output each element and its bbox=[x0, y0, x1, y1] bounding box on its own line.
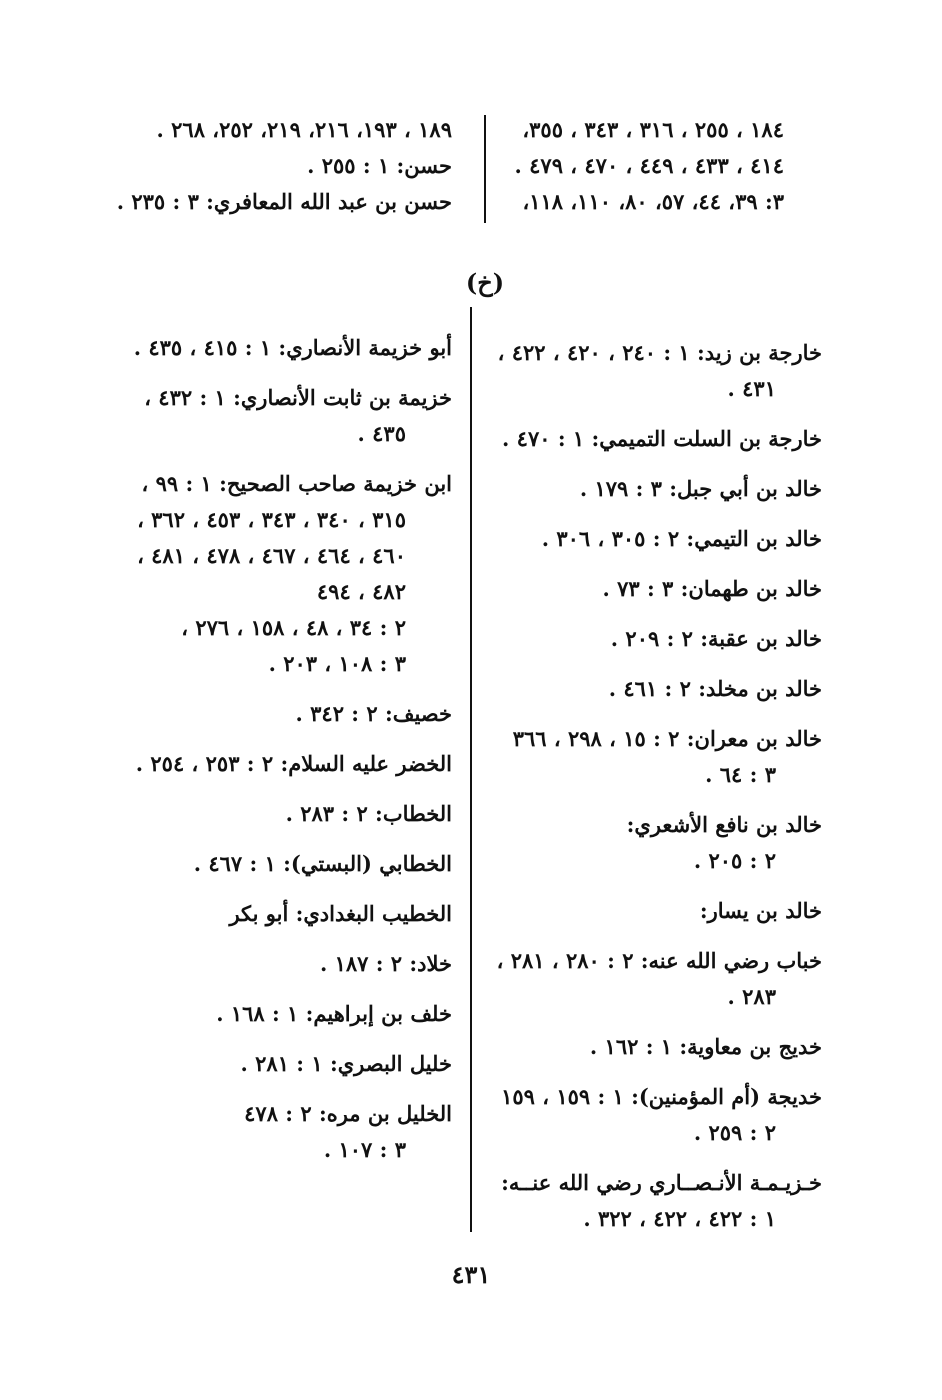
index-entry bbox=[482, 621, 822, 657]
entry-continuation-line: ٢ : ٣٤ ، ٤٨ ، ١٥٨ ، ٢٧٦ ، bbox=[181, 615, 406, 640]
entry-continuation-line: ٤٣١ . bbox=[727, 376, 776, 401]
left-index-column bbox=[112, 330, 452, 1182]
index-entry bbox=[482, 421, 822, 457]
index-line: ١٨٤ ، ٢٥٥ ، ٣١٦ ، ٣٤٣ ، ٣٥٥، bbox=[522, 117, 784, 142]
top-left-column bbox=[116, 112, 452, 220]
entry-name-line: خديجة (أم المؤمنين): ١ : ١٥٩ ، ١٥٩ bbox=[501, 1084, 822, 1109]
index-line: ٣: ٣٩، ٤٤، ٥٧، ٨٠، ١١٠، ١١٨، bbox=[522, 189, 784, 214]
index-entry bbox=[482, 671, 822, 707]
entry-name-line: الخطاب: ٢ : ٢٨٣ . bbox=[285, 801, 452, 826]
entry-continuation-line: ٤٣٥ . bbox=[357, 421, 406, 446]
entry-name-line: خارجة بن زيد: ١ : ٢٤٠ ، ٤٢٠ ، ٤٢٢ ، bbox=[497, 340, 822, 365]
index-entry bbox=[482, 335, 822, 407]
index-entry bbox=[112, 330, 452, 366]
entry-name-line: خالد بن يسار: bbox=[699, 898, 822, 923]
column-divider bbox=[470, 307, 472, 1232]
index-entry bbox=[112, 380, 452, 452]
entry-name-line: خالد بن نافع الأشعري: bbox=[626, 812, 822, 837]
index-entry bbox=[112, 796, 452, 832]
index-entry bbox=[482, 1079, 822, 1151]
index-entry bbox=[112, 746, 452, 782]
index-line: حسن: ١ : ٢٥٥ . bbox=[307, 153, 452, 178]
entry-name-line: خلف بن إبراهيم: ١ : ١٦٨ . bbox=[216, 1001, 452, 1026]
entry-continuation-line: ٤٨٢ ، ٤٩٤ bbox=[316, 579, 406, 604]
entry-continuation-line: ٣ : ١٠٨ ، ٢٠٣ . bbox=[268, 651, 406, 676]
column-divider-top bbox=[484, 115, 486, 223]
right-index-column bbox=[482, 335, 822, 1251]
index-entry bbox=[112, 846, 452, 882]
entry-name-line: خباب رضي الله عنه: ٢ : ٢٨٠ ، ٢٨١ ، bbox=[496, 948, 822, 973]
index-entry bbox=[482, 1165, 822, 1237]
entry-name-line: ابن خزيمة صاحب الصحيح: ١ : ٩٩ ، bbox=[141, 471, 452, 496]
entry-name-line: خصيف: ٢ : ٣٤٢ . bbox=[295, 701, 452, 726]
entry-continuation-line: ١ : ٤٢٢ ، ٤٢٢ ، ٣٢٢ . bbox=[583, 1206, 776, 1231]
entry-name-line: الخضر عليه السلام: ٢ : ٢٥٣ ، ٢٥٤ . bbox=[135, 751, 452, 776]
index-entry bbox=[482, 807, 822, 879]
entry-name-line: خلاد: ٢ : ١٨٧ . bbox=[319, 951, 452, 976]
entry-name-line: أبو خزيمة الأنصاري: ١ : ٤١٥ ، ٤٣٥ . bbox=[133, 335, 452, 360]
section-heading: (خ) bbox=[465, 268, 505, 297]
index-line: حسن بن عبد الله المعافري: ٣ : ٢٣٥ . bbox=[116, 189, 452, 214]
entry-name-line: خالد بن مخلد: ٢ : ٤٦١ . bbox=[608, 676, 822, 701]
entry-name-line: الخطابي (البستي): ١ : ٤٦٧ . bbox=[193, 851, 452, 876]
index-entry bbox=[112, 1096, 452, 1168]
entry-name-line: خالد بن التيمي: ٢ : ٣٠٥ ، ٣٠٦ . bbox=[541, 526, 822, 551]
entry-continuation-line: ٢٨٣ . bbox=[727, 984, 776, 1009]
entry-name-line: خديج بن معاوية: ١ : ١٦٢ . bbox=[589, 1034, 822, 1059]
entry-name-line: خليل البصري: ١ : ٢٨١ . bbox=[240, 1051, 452, 1076]
entry-continuation-line: ٢ : ٢٠٥ . bbox=[693, 848, 776, 873]
index-entry bbox=[112, 466, 452, 682]
index-entry bbox=[482, 571, 822, 607]
entry-name-line: خالد بن طهمان: ٣ : ٧٣ . bbox=[602, 576, 822, 601]
index-entry bbox=[482, 943, 822, 1015]
index-entry bbox=[482, 1029, 822, 1065]
entry-name-line: خـزيـمـة الأنـصــاري رضي الله عنــه: bbox=[501, 1170, 822, 1195]
entry-name-line: الخطيب البغدادي: أبو بكر bbox=[229, 901, 452, 926]
entry-continuation-line: ٣ : ٦٤ . bbox=[705, 762, 776, 787]
entry-name-line: خزيمة بن ثابت الأنصاري: ١ : ٤٣٢ ، bbox=[144, 385, 452, 410]
index-entry bbox=[482, 721, 822, 793]
entry-continuation-line: ٣١٥ ، ٣٤٠ ، ٣٤٣ ، ٤٥٣ ، ٣٦٢ ، bbox=[137, 507, 406, 532]
index-entry bbox=[482, 893, 822, 929]
index-entry bbox=[112, 696, 452, 732]
entry-name-line: خالد بن معران: ٢ : ١٥ ، ٢٩٨ ، ٣٦٦ bbox=[512, 726, 822, 751]
index-entry bbox=[482, 471, 822, 507]
entry-name-line: خالد بن عقبة: ٢ : ٢٠٩ . bbox=[610, 626, 822, 651]
top-right-column bbox=[484, 112, 784, 220]
entry-continuation-line: ٢ : ٢٥٩ . bbox=[693, 1120, 776, 1145]
index-entry bbox=[482, 521, 822, 557]
index-entry bbox=[112, 1046, 452, 1082]
entry-name-line: خارجة بن السلت التميمي: ١ : ٤٧٠ . bbox=[502, 426, 822, 451]
index-line: ٤١٤ ، ٤٣٣ ، ٤٤٩ ، ٤٧٠ ، ٤٧٩ . bbox=[514, 153, 784, 178]
entry-continuation-line: ٣ : ١٠٧ . bbox=[323, 1137, 406, 1162]
index-entry bbox=[112, 996, 452, 1032]
index-line: ١٨٩ ، ١٩٣، ٢١٦، ٢١٩، ٢٥٢، ٢٦٨ . bbox=[156, 117, 452, 142]
index-entry bbox=[112, 896, 452, 932]
page-number: ٤٣١ bbox=[451, 1260, 491, 1289]
entry-name-line: الخليل بن مره: ٢ : ٤٧٨ bbox=[244, 1101, 452, 1126]
entry-continuation-line: ٤٦٠ ، ٤٦٤ ، ٤٦٧ ، ٤٧٨ ، ٤٨١ ، bbox=[137, 543, 406, 568]
entry-name-line: خالد بن أبي جبل: ٣ : ١٧٩ . bbox=[579, 476, 822, 501]
index-entry bbox=[112, 946, 452, 982]
